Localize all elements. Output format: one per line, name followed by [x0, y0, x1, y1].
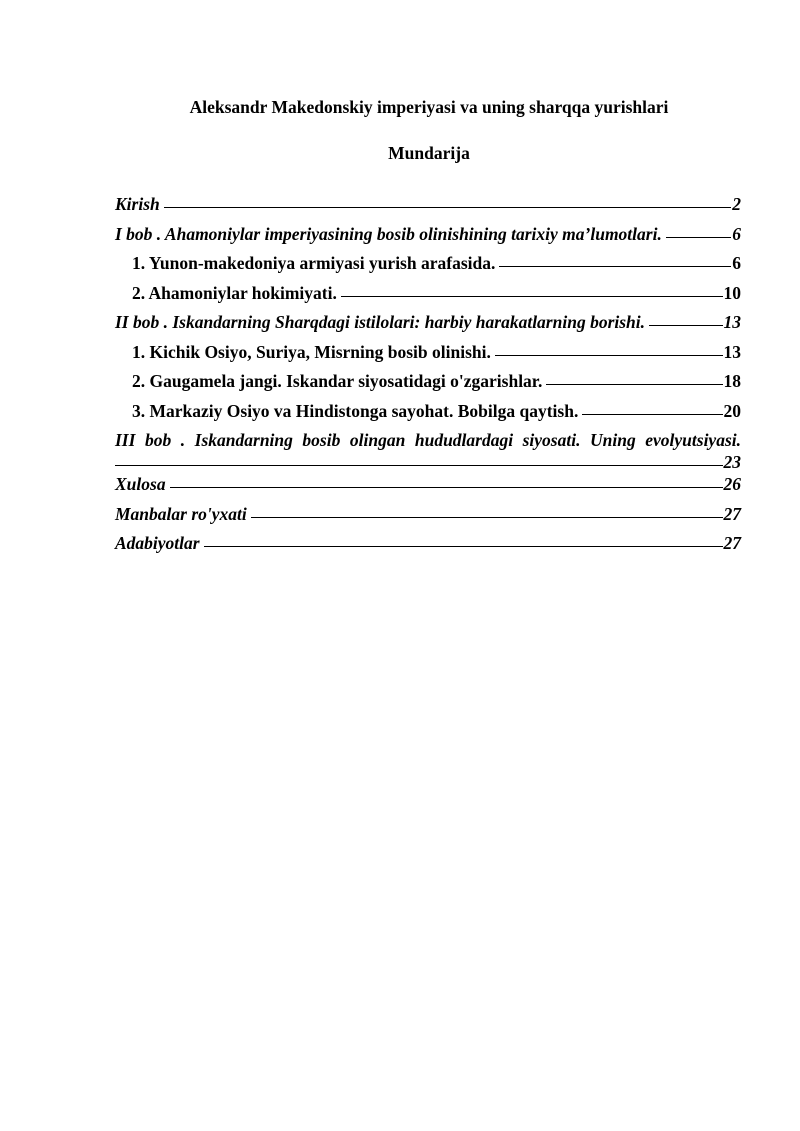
toc-entry-section-2-3[interactable] — [115, 400, 741, 430]
toc-entry-label: Manbalar ro'yxati — [115, 503, 247, 524]
toc-leader-line — [341, 296, 723, 297]
toc-page-number: 27 — [723, 503, 741, 524]
toc-entry-section-2-2[interactable] — [115, 370, 741, 400]
table-of-contents — [115, 193, 741, 562]
toc-leader-line — [499, 266, 731, 267]
toc-entry-label: 2. Gaugamela jangi. Iskandar siyosatidagi o'zgarishlar. — [132, 371, 543, 391]
toc-entry-label: Adabiyotlar — [115, 533, 200, 553]
toc-entry-label: 2. Ahamoniylar hokimiyati. — [132, 282, 337, 303]
toc-entry-manbalar[interactable] — [115, 503, 741, 533]
toc-page-number: 13 — [723, 341, 741, 362]
toc-page-number: 10 — [723, 282, 741, 303]
toc-page-number: 6 — [732, 223, 741, 244]
toc-leader-line — [164, 207, 732, 208]
toc-entry-label: III bob . Iskandarning bosib olingan hududlardagi siyosati. Uning evolyutsiyasi. — [115, 430, 741, 450]
toc-page-number: 23 — [723, 452, 741, 472]
toc-entry-chapter-2[interactable] — [115, 311, 741, 341]
toc-page-number: 20 — [723, 400, 741, 421]
toc-page-number: 27 — [723, 533, 741, 553]
toc-leader-line — [204, 546, 723, 547]
toc-leader-line — [582, 414, 722, 415]
toc-entry-xulosa[interactable] — [115, 473, 741, 503]
toc-entry-label: II bob . Iskandarning Sharqdagi istilolari: harbiy harakatlarning borishi. — [115, 312, 646, 332]
toc-entry-label: 1. Kichik Osiyo, Suriya, Misrning bosib olinishi. — [132, 341, 491, 362]
toc-entry-kirish[interactable] — [115, 193, 741, 223]
toc-leader-line — [546, 384, 722, 385]
toc-entry-label: Xulosa — [115, 474, 166, 494]
toc-page-number: 6 — [732, 253, 741, 273]
toc-page-number: 2 — [732, 194, 741, 214]
toc-entry-adabiyotlar[interactable] — [115, 532, 741, 562]
toc-page-number: 13 — [723, 312, 741, 332]
toc-leader-line — [495, 355, 723, 356]
toc-leader-line — [251, 517, 723, 518]
toc-leader-line — [115, 465, 723, 466]
toc-entry-section-1-2[interactable] — [115, 282, 741, 312]
toc-page-number: 18 — [723, 371, 741, 391]
document-title: Aleksandr Makedonskiy imperiyasi va uning sharqqa yurishlari — [189, 97, 669, 117]
toc-entry-label: 1. Yunon-makedoniya armiyasi yurish arafasida. — [132, 253, 496, 273]
toc-entry-section-1-1[interactable] — [115, 252, 741, 282]
toc-entry-chapter-1[interactable] — [115, 223, 741, 253]
toc-leader-line — [170, 487, 723, 488]
toc-leader-line — [649, 325, 722, 326]
toc-entry-section-2-1[interactable] — [115, 341, 741, 371]
toc-entry-label: I bob . Ahamoniylar imperiyasining bosib olinishining tarixiy ma’lumotlari. — [115, 223, 662, 244]
toc-leader-line — [666, 237, 731, 238]
toc-entry-continuation — [115, 451, 741, 473]
toc-heading: Mundarija — [388, 143, 470, 163]
toc-entry-label: 3. Markaziy Osiyo va Hindistonga sayohat. Bobilga qaytish. — [132, 400, 579, 421]
toc-entry-label: Kirish — [115, 194, 160, 214]
toc-entry-chapter-3[interactable] — [115, 429, 741, 473]
toc-page-number: 26 — [723, 474, 741, 494]
